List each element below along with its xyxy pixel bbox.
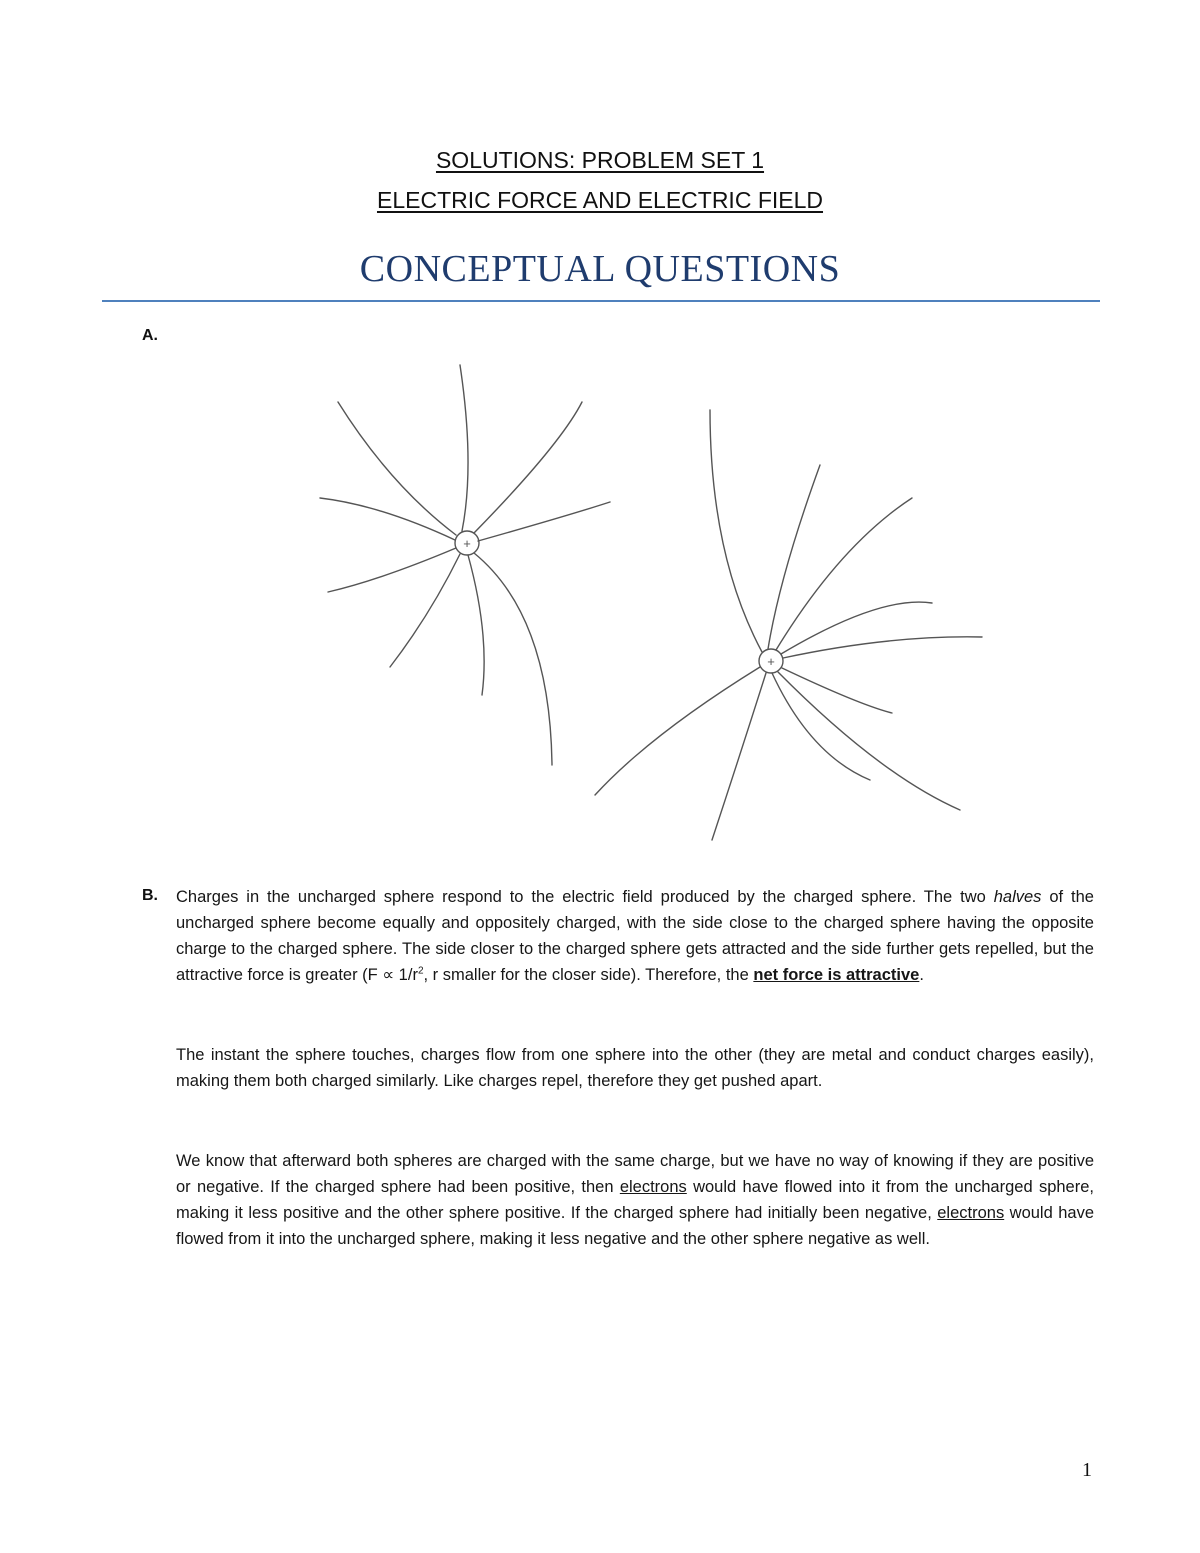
field-line	[338, 402, 456, 535]
title-line-2: ELECTRIC FORCE AND ELECTRIC FIELD	[376, 187, 824, 213]
field-lines-figure	[300, 355, 1000, 850]
field-line	[710, 410, 762, 652]
page-number: 1	[1082, 1459, 1092, 1481]
field-line	[390, 554, 460, 667]
field-line	[781, 602, 932, 654]
field-line	[782, 668, 892, 713]
part-b-label: B.	[142, 887, 158, 904]
part-b-paragraph-1: Charges in the uncharged sphere respond to the electric field produced by the charged sphere. The two halves of the uncharged sphere become equally and oppositely charged, with the side close to the charged sphere having the opposite charge to the charged sphere. The side closer to the charged sphere gets attracted and the side further gets repelled, but the attractive force is greater ($F \propto 1/r^2$, r smaller for the closer side). Therefore, the net force is attractive.	[176, 888, 1094, 984]
heading-divider	[102, 300, 1100, 302]
net-force-conclusion: net force is attractive	[753, 966, 920, 984]
part-b-paragraph-3: We know that afterward both spheres are charged with the same charge, but we have no way of knowing if they are positive or negative. If the charged sphere had been positive, then electrons would have flowed into it from the uncharged sphere, making it less positive and the other sphere positive. If the charged sphere had initially been negative, electrons would have flowed from it into the uncharged sphere, making it less negative and the other sphere negative as well.	[176, 1152, 1094, 1248]
field-line	[712, 673, 766, 840]
right-charge-plus: +	[767, 654, 775, 669]
title-line-1: SOLUTIONS: PROBLEM SET 1	[435, 147, 765, 173]
left-charge-field	[320, 365, 610, 765]
electrons-underlined-2: electrons	[937, 1204, 1005, 1222]
field-line	[468, 555, 484, 695]
field-line	[783, 637, 982, 658]
right-charge-field	[595, 410, 982, 840]
emphasis-halves: halves	[993, 888, 1042, 906]
field-line	[328, 548, 456, 592]
field-line	[320, 498, 455, 540]
field-lines-svg	[300, 355, 1000, 850]
field-line	[474, 402, 582, 533]
field-line	[778, 672, 960, 810]
field-line	[474, 553, 552, 765]
section-heading: CONCEPTUAL QUESTIONS	[359, 248, 841, 290]
field-line	[776, 498, 912, 650]
left-charge-plus: +	[463, 536, 471, 551]
field-line	[772, 673, 870, 780]
part-a-label: A.	[142, 327, 158, 344]
part-b-paragraph-2: The instant the sphere touches, charges flow from one sphere into the other (they are metal and conduct charges easily), making them both charged similarly. Like charges repel, therefore they get pushed apart.	[176, 1046, 1094, 1090]
field-line	[595, 667, 760, 795]
field-line	[460, 365, 468, 531]
electrons-underlined-1: electrons	[619, 1178, 687, 1196]
superscript-2: 2	[417, 965, 424, 977]
